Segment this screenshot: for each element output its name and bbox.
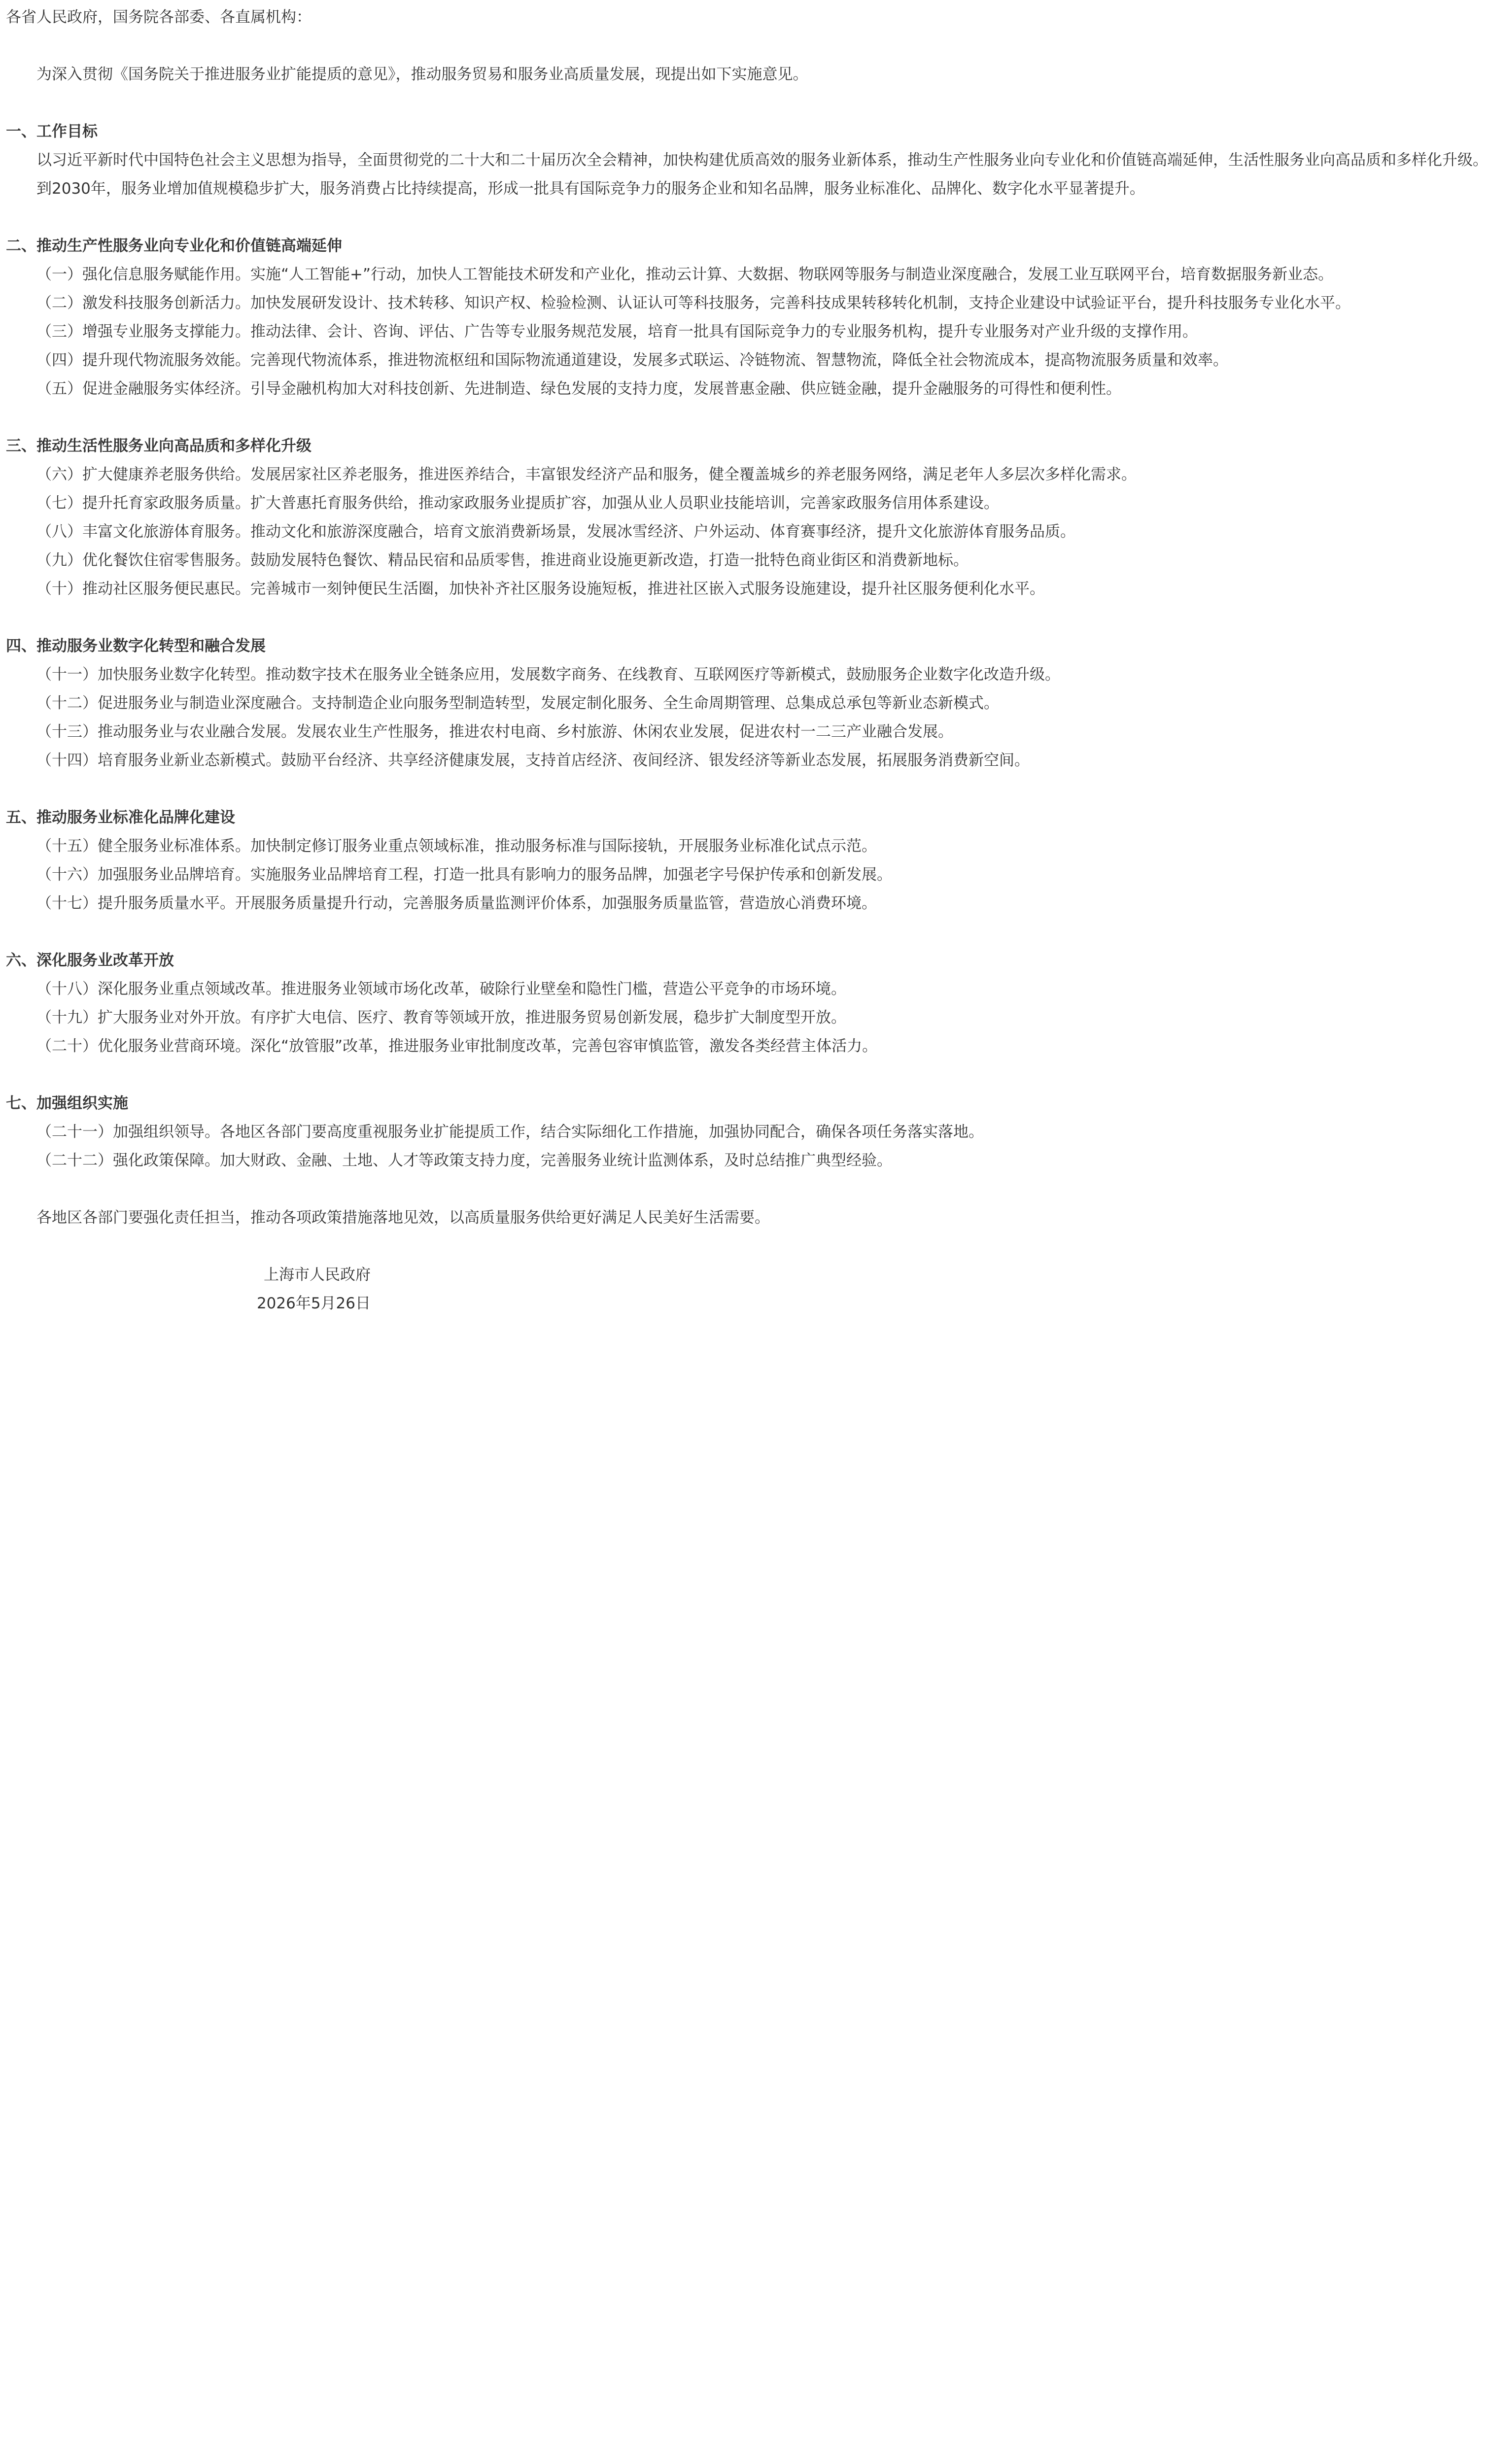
section-2-paragraph-2: （二）激发科技服务创新活力。加快发展研发设计、技术转移、知识产权、检验检测、认证认可等科技服务，完善科技成果转移转化机制，支持企业建设中试验证平台，提升科技服务专业化水平。	[36, 294, 1350, 312]
section-7-paragraph-1: （二十一）加强组织领导。各地区各部门要高度重视服务业扩能提质工作，结合实际细化工作措施，加强协同配合，确保各项任务落实落地。	[36, 1123, 984, 1141]
section-6-paragraph-2: （十九）扩大服务业对外开放。有序扩大电信、医疗、教育等领域开放，推进服务贸易创新发展，稳步扩大制度型开放。	[36, 1009, 846, 1027]
spacer	[6, 1232, 376, 1261]
spacer	[6, 775, 376, 803]
section-2-paragraph-5: （五）促进金融服务实体经济。引导金融机构加大对科技创新、先进制造、绿色发展的支持力度，发展普惠金融、供应链金融，提升金融服务的可得性和便利性。	[36, 380, 1121, 398]
section-4-paragraph-1: （十一）加快服务业数字化转型。推动数字技术在服务业全链条应用，发展数字商务、在线教育、互联网医疗等新模式，鼓励服务企业数字化改造升级。	[36, 666, 1060, 684]
spacer	[6, 403, 376, 432]
section-3-paragraph-4: （九）优化餐饮住宿零售服务。鼓励发展特色餐饮、精品民宿和品质零售，推进商业设施更新改造，打造一批特色商业街区和消费新地标。	[36, 551, 969, 569]
section-2-paragraph-4: （四）提升现代物流服务效能。完善现代物流体系，推进物流枢纽和国际物流通道建设，发展多式联运、冷链物流、智慧物流，降低全社会物流成本，提高物流服务质量和效率。	[36, 351, 1228, 369]
section-2-paragraph-3: （三）增强专业服务支撑能力。推动法律、会计、咨询、评估、广告等专业服务规范发展，培育一批具有国际竞争力的专业服务机构，提升专业服务对产业升级的支撑作用。	[36, 323, 1198, 341]
spacer	[6, 203, 376, 232]
section-heading-5: 五、推动服务业标准化品牌化建设	[6, 809, 235, 826]
spacer	[6, 603, 376, 632]
spacer	[6, 1175, 376, 1203]
section-5-paragraph-3: （十七）提升服务质量水平。开展服务质量提升行动，完善服务质量监测评价体系，加强服务质量监管，营造放心消费环境。	[36, 894, 877, 912]
section-5-paragraph-1: （十五）健全服务业标准体系。加快制定修订服务业重点领域标准，推动服务标准与国际接轨，开展服务业标准化试点示范。	[36, 837, 877, 855]
section-heading-1: 一、工作目标	[6, 123, 98, 140]
salutation: 各省人民政府，国务院各部委、各直属机构：	[6, 8, 311, 26]
spacer	[6, 89, 376, 117]
signature: 上海市人民政府	[264, 1266, 371, 1284]
section-6-paragraph-1: （十八）深化服务业重点领域改革。推进服务业领域市场化改革，破除行业壁垒和隐性门槛，营造公平竞争的市场环境。	[36, 980, 846, 998]
section-heading-4: 四、推动服务业数字化转型和融合发展	[6, 637, 266, 655]
section-5-paragraph-2: （十六）加强服务业品牌培育。实施服务业品牌培育工程，打造一批具有影响力的服务品牌，加强老字号保护传承和创新发展。	[36, 866, 892, 884]
section-4-paragraph-3: （十三）推动服务业与农业融合发展。发展农业生产性服务，推进农村电商、乡村旅游、休闲农业发展，促进农村一二三产业融合发展。	[36, 723, 953, 741]
section-7-paragraph-2: （二十二）强化政策保障。加大财政、金融、土地、人才等政策支持力度，完善服务业统计监测体系，及时总结推广典型经验。	[36, 1152, 892, 1169]
section-heading-7: 七、加强组织实施	[6, 1095, 128, 1112]
section-heading-6: 六、深化服务业改革开放	[6, 952, 174, 969]
section-2-paragraph-1: （一）强化信息服务赋能作用。实施“人工智能+”行动，加快人工智能技术研发和产业化，推动云计算、大数据、物联网等服务与制造业深度融合，发展工业互联网平台，培育数据服务新业态。	[36, 266, 1334, 283]
section-3-paragraph-5: （十）推动社区服务便民惠民。完善城市一刻钟便民生活圈，加快补齐社区服务设施短板，推进社区嵌入式服务设施建设，提升社区服务便利化水平。	[36, 580, 1045, 598]
spacer	[6, 1061, 376, 1089]
section-4-paragraph-2: （十二）促进服务业与制造业深度融合。支持制造企业向服务型制造转型，发展定制化服务、全生命周期管理、总集成总承包等新业态新模式。	[36, 694, 999, 712]
section-6-paragraph-3: （二十）优化服务业营商环境。深化“放管服”改革，推进服务业审批制度改革，完善包容审慎监管，激发各类经营主体活力。	[36, 1037, 878, 1055]
closing-paragraph: 各地区各部门要强化责任担当，推动各项政策措施落地见效，以高质量服务供给更好满足人民美好生活需要。	[36, 1209, 770, 1227]
section-1-paragraph-1: 以习近平新时代中国特色社会主义思想为指导，全面贯彻党的二十大和二十届历次全会精神，加快构建优质高效的服务业新体系，推动生产性服务业向专业化和价值链高端延伸，生活性服务业向高品质和多样化升级。	[36, 151, 1488, 169]
spacer	[6, 32, 376, 60]
section-3-paragraph-3: （八）丰富文化旅游体育服务。推动文化和旅游深度融合，培育文旅消费新场景，发展冰雪经济、户外运动、体育赛事经济，提升文化旅游体育服务品质。	[36, 523, 1075, 541]
section-3-paragraph-2: （七）提升托育家政服务质量。扩大普惠托育服务供给，推动家政服务业提质扩容，加强从业人员职业技能培训，完善家政服务信用体系建设。	[36, 494, 999, 512]
date: 2026年5月26日	[256, 1295, 371, 1312]
spacer	[6, 918, 376, 946]
section-heading-2: 二、推动生产性服务业向专业化和价值链高端延伸	[6, 237, 342, 255]
section-heading-3: 三、推动生活性服务业向高品质和多样化升级	[6, 437, 311, 455]
intro-paragraph: 为深入贯彻《国务院关于推进服务业扩能提质的意见》，推动服务贸易和服务业高质量发展，现提出如下实施意见。	[36, 66, 808, 83]
section-1-paragraph-2: 到2030年，服务业增加值规模稳步扩大，服务消费占比持续提高，形成一批具有国际竞争力的服务企业和知名品牌，服务业标准化、品牌化、数字化水平显著提升。	[36, 180, 1145, 198]
section-4-paragraph-4: （十四）培育服务业新业态新模式。鼓励平台经济、共享经济健康发展，支持首店经济、夜间经济、银发经济等新业态发展，拓展服务消费新空间。	[36, 752, 1030, 769]
section-3-paragraph-1: （六）扩大健康养老服务供给。发展居家社区养老服务，推进医养结合，丰富银发经济产品和服务，健全覆盖城乡的养老服务网络，满足老年人多层次多样化需求。	[36, 466, 1137, 483]
